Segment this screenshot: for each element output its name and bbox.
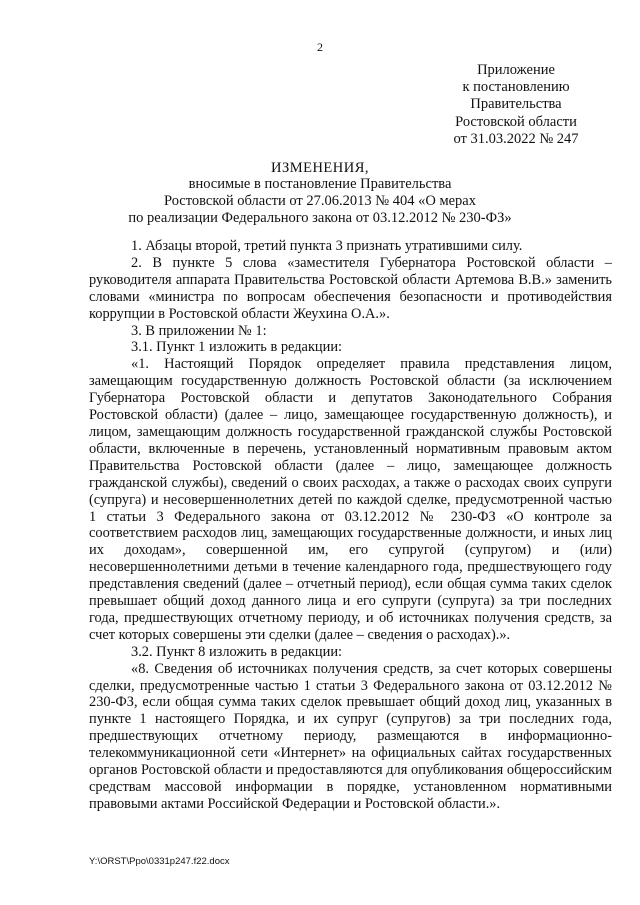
appendix-line: от 31.03.2022 № 247 [453, 130, 579, 147]
paragraph: 3.1. Пункт 1 изложить в редакции: [131, 339, 343, 356]
document-title: ИЗМЕНЕНИЯ, [270, 160, 370, 176]
footer-file-path: Y:\ORST\Ppo\0331p247.f22.docx [89, 856, 230, 867]
paragraph: 3. В приложении № 1: [131, 322, 267, 339]
appendix-line: Ростовской области [455, 113, 577, 130]
page-number: 2 [317, 40, 323, 54]
paragraph: «1. Настоящий Порядок определяет правила представления лицом, замещающим государственную должность Ростовской области (за исключением Губернатора Ростовской области и депутатов Законодательного Собрания Ростовской области) (далее – лицо, замещающее государственную должность), и лицом, замещающим должность государственной гражданской службы Ростовской области, включенные в перечень, установленный нормативным правовым актом Правительства Ростовской области (далее – лицо, замещающее должность гражданской службы), сведений о своих расходах, а также о расходах своих супруги (супруга) и несовершеннолетних детей по каждой сделке, предусмотренной частью 1 статьи 3 Федерального закона от 03.12.2012 № 230-ФЗ «О контроле за соответствием расходов лиц, замещающих государственные должности, и иных лиц их доходам», совершенной им, его супругой (супругом) и (или) несовершеннолетними детьми в течение календарного года, предшествующего году представления сведений (далее – отчетный период), если общая сумма таких сделок превышает общий доход данного лица и его супруги (супруга) за три последних года, предшествующих отчетному периоду, и об источниках получения средств, за счет которых совершены эти сделки (далее – сведения о расходах).». [89, 356, 612, 643]
document-body [89, 238, 612, 813]
appendix-line: Приложение [477, 62, 555, 78]
paragraph: «8. Сведения об источниках получения средств, за счет которых совершены сделки, предусмотренные частью 1 статьи 3 Федерального закона от 03.12.2012 № 230-ФЗ, если общая сумма таких сделок превышает общий доход лиц, указанных в пункте 1 настоящего Порядка, и их супруг (супругов) за три последних года, предшествующих отчетному периоду, размещаются в информационно-телекоммуникационной сети «Интернет» на официальных сайтах государственных органов Ростовской области и предоставляются для опубликования общероссийским средствам массовой информации в порядке, установленном нормативными правовыми актами Российской Федерации и Ростовской области.». [89, 660, 612, 812]
paragraph: 3.2. Пункт 8 изложить в редакции: [131, 643, 343, 660]
subtitle-line: Ростовской области от 27.06.2013 № 404 «О мерах [163, 193, 476, 209]
subtitle-line: вносимые в постановление Правительства [188, 176, 452, 192]
appendix-line: Правительства [470, 96, 562, 113]
appendix-line: к постановлению [462, 79, 570, 96]
paragraph: 1. Абзацы второй, третий пункта 3 признать утратившими силу. [131, 238, 523, 254]
appendix-block [436, 62, 596, 148]
subtitle-line: по реализации Федерального закона от 03.12.2012 № 230-ФЗ» [128, 210, 512, 226]
document-subtitle [110, 176, 530, 227]
paragraph: 2. В пункте 5 слова «заместителя Губернатора Ростовской области – руководителя аппарата Правительства Ростовской области Артемова В.В.» заменить словами «министра по вопросам обеспечения безопасности и противодействия коррупции в Ростовской области Жеухина О.А.». [89, 254, 612, 322]
